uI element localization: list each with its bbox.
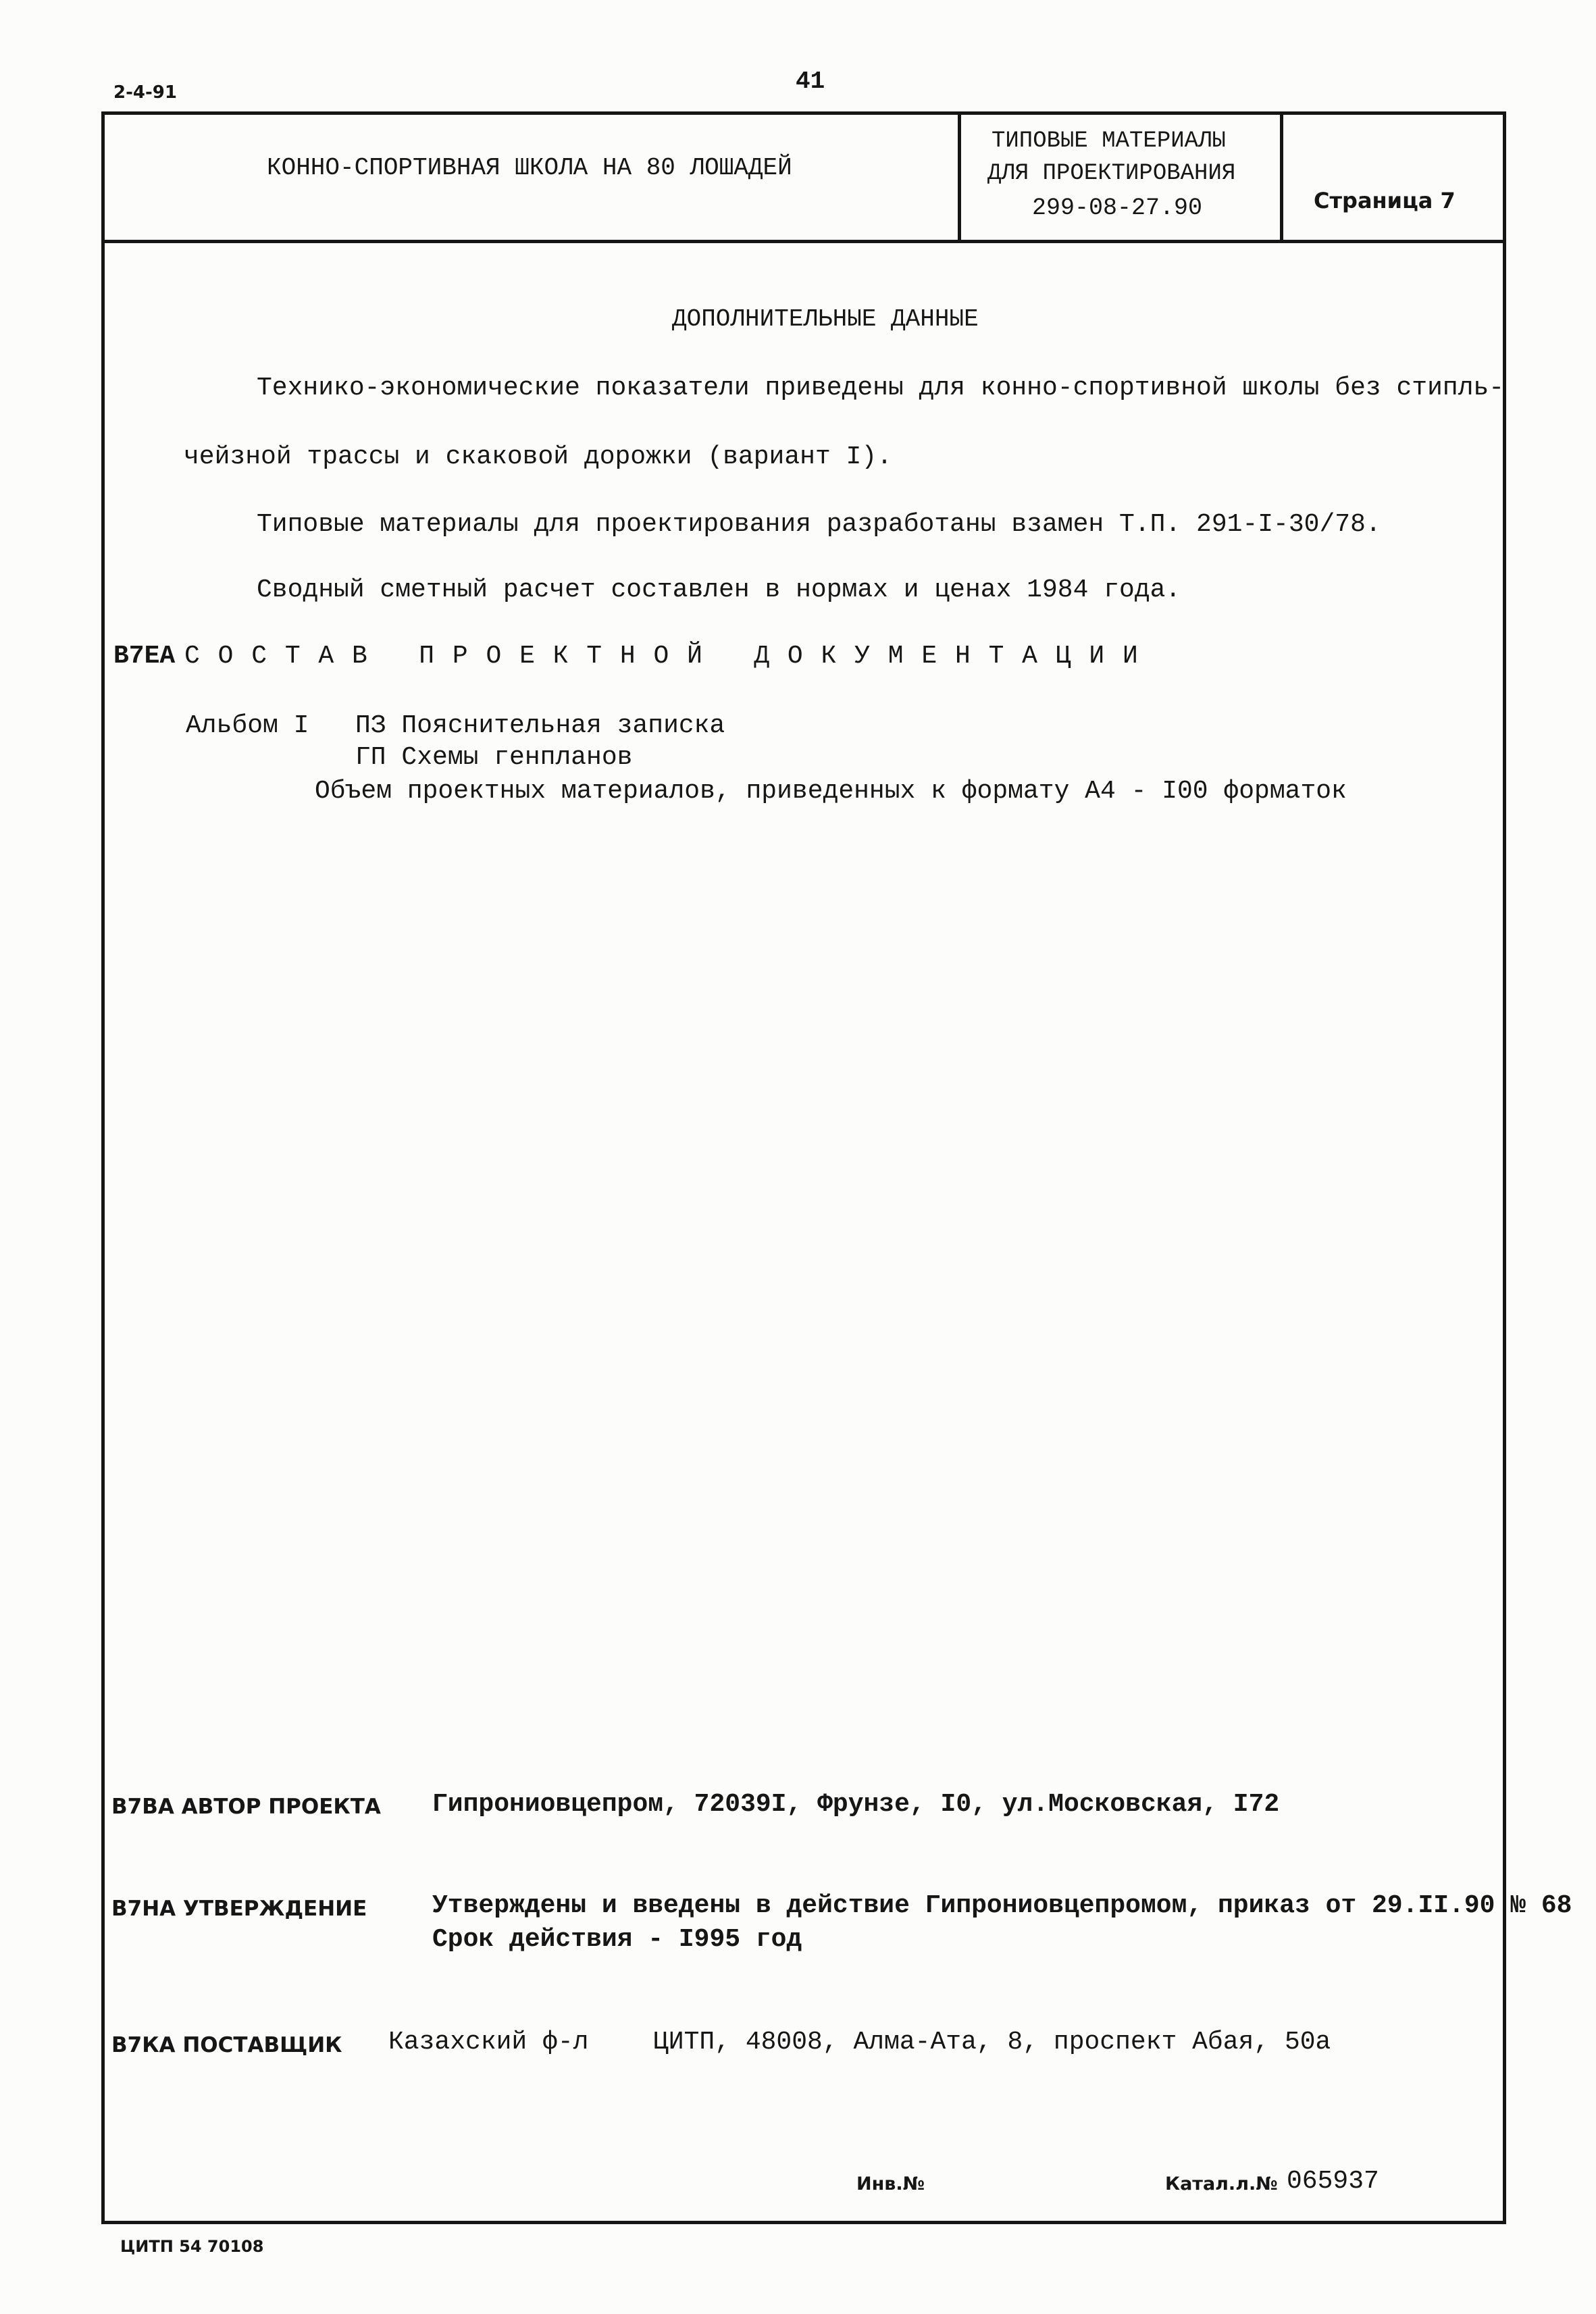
composition-code: В7ЕА	[113, 642, 176, 671]
series-line-1: ТИПОВЫЕ МАТЕРИАЛЫ	[992, 128, 1226, 154]
supplier-value: ЦИТП, 48008, Алма-Ата, 8, проспект Абая, 50а	[653, 2028, 1331, 2057]
document-code: 2-4-91	[113, 82, 177, 103]
supplier-branch: Казахский ф-л	[388, 2028, 589, 2057]
approval-line-2: Срок действия - I995 год	[432, 1925, 802, 1954]
supplier-label: В7КА ПОСТАВЩИК	[111, 2033, 342, 2057]
title-block-separator-1	[958, 111, 961, 243]
volume-line: Объем проектных материалов, приведенных к формату А4 - I00 форматок	[315, 777, 1347, 806]
print-code: ЦИТП 54 70108	[120, 2237, 264, 2256]
author-value: Гипрониовцепром, 72039I, Фрунзе, I0, ул.Московская, I72	[432, 1790, 1280, 1819]
section-heading: ДОПОЛНИТЕЛЬНЫЕ ДАННЫЕ	[672, 305, 979, 333]
title-block-separator-2	[1280, 111, 1283, 243]
paragraph-1-line-2: чейзной трассы и скаковой дорожки (вариант I).	[184, 442, 892, 471]
series-number: 299-08-27.90	[1032, 195, 1203, 222]
page-label: Страница 7	[1314, 188, 1456, 213]
album-item-explanatory-note: ПЗ Пояснительная записка	[355, 711, 725, 740]
project-title: КОННО-СПОРТИВНАЯ ШКОЛА НА 80 ЛОШАДЕЙ	[267, 154, 792, 182]
catalog-number: 065937	[1287, 2167, 1379, 2196]
composition-title: С О С Т А В П Р О Е К Т Н О Й Д О К У М Е Н Т А Ц И И	[184, 642, 1139, 671]
page-number: 41	[796, 68, 825, 95]
album-label: Альбом I	[186, 711, 309, 740]
catalog-label: Катал.л.№	[1165, 2174, 1278, 2194]
title-block-divider	[101, 240, 1506, 243]
approval-label: В7НА УТВЕРЖДЕНИЕ	[111, 1897, 367, 1921]
inventory-label: Инв.№	[856, 2174, 925, 2194]
paragraph-2: Типовые материалы для проектирования разработаны взамен Т.П. 291-I-30/78.	[257, 510, 1381, 539]
author-label: В7ВА АВТОР ПРОЕКТА	[111, 1795, 381, 1819]
paragraph-3: Сводный сметный расчет составлен в нормах и ценах 1984 года.	[257, 575, 1181, 605]
series-line-2: ДЛЯ ПРОЕКТИРОВАНИЯ	[987, 161, 1236, 186]
approval-line-1: Утверждены и введены в действие Гипрониовцепромом, приказ от 29.II.90 № 68	[432, 1891, 1572, 1920]
paragraph-1-line-1: Технико-экономические показатели приведены для конно-спортивной школы без стипль-	[257, 374, 1505, 403]
album-item-site-plans: ГП Схемы генпланов	[355, 743, 633, 772]
